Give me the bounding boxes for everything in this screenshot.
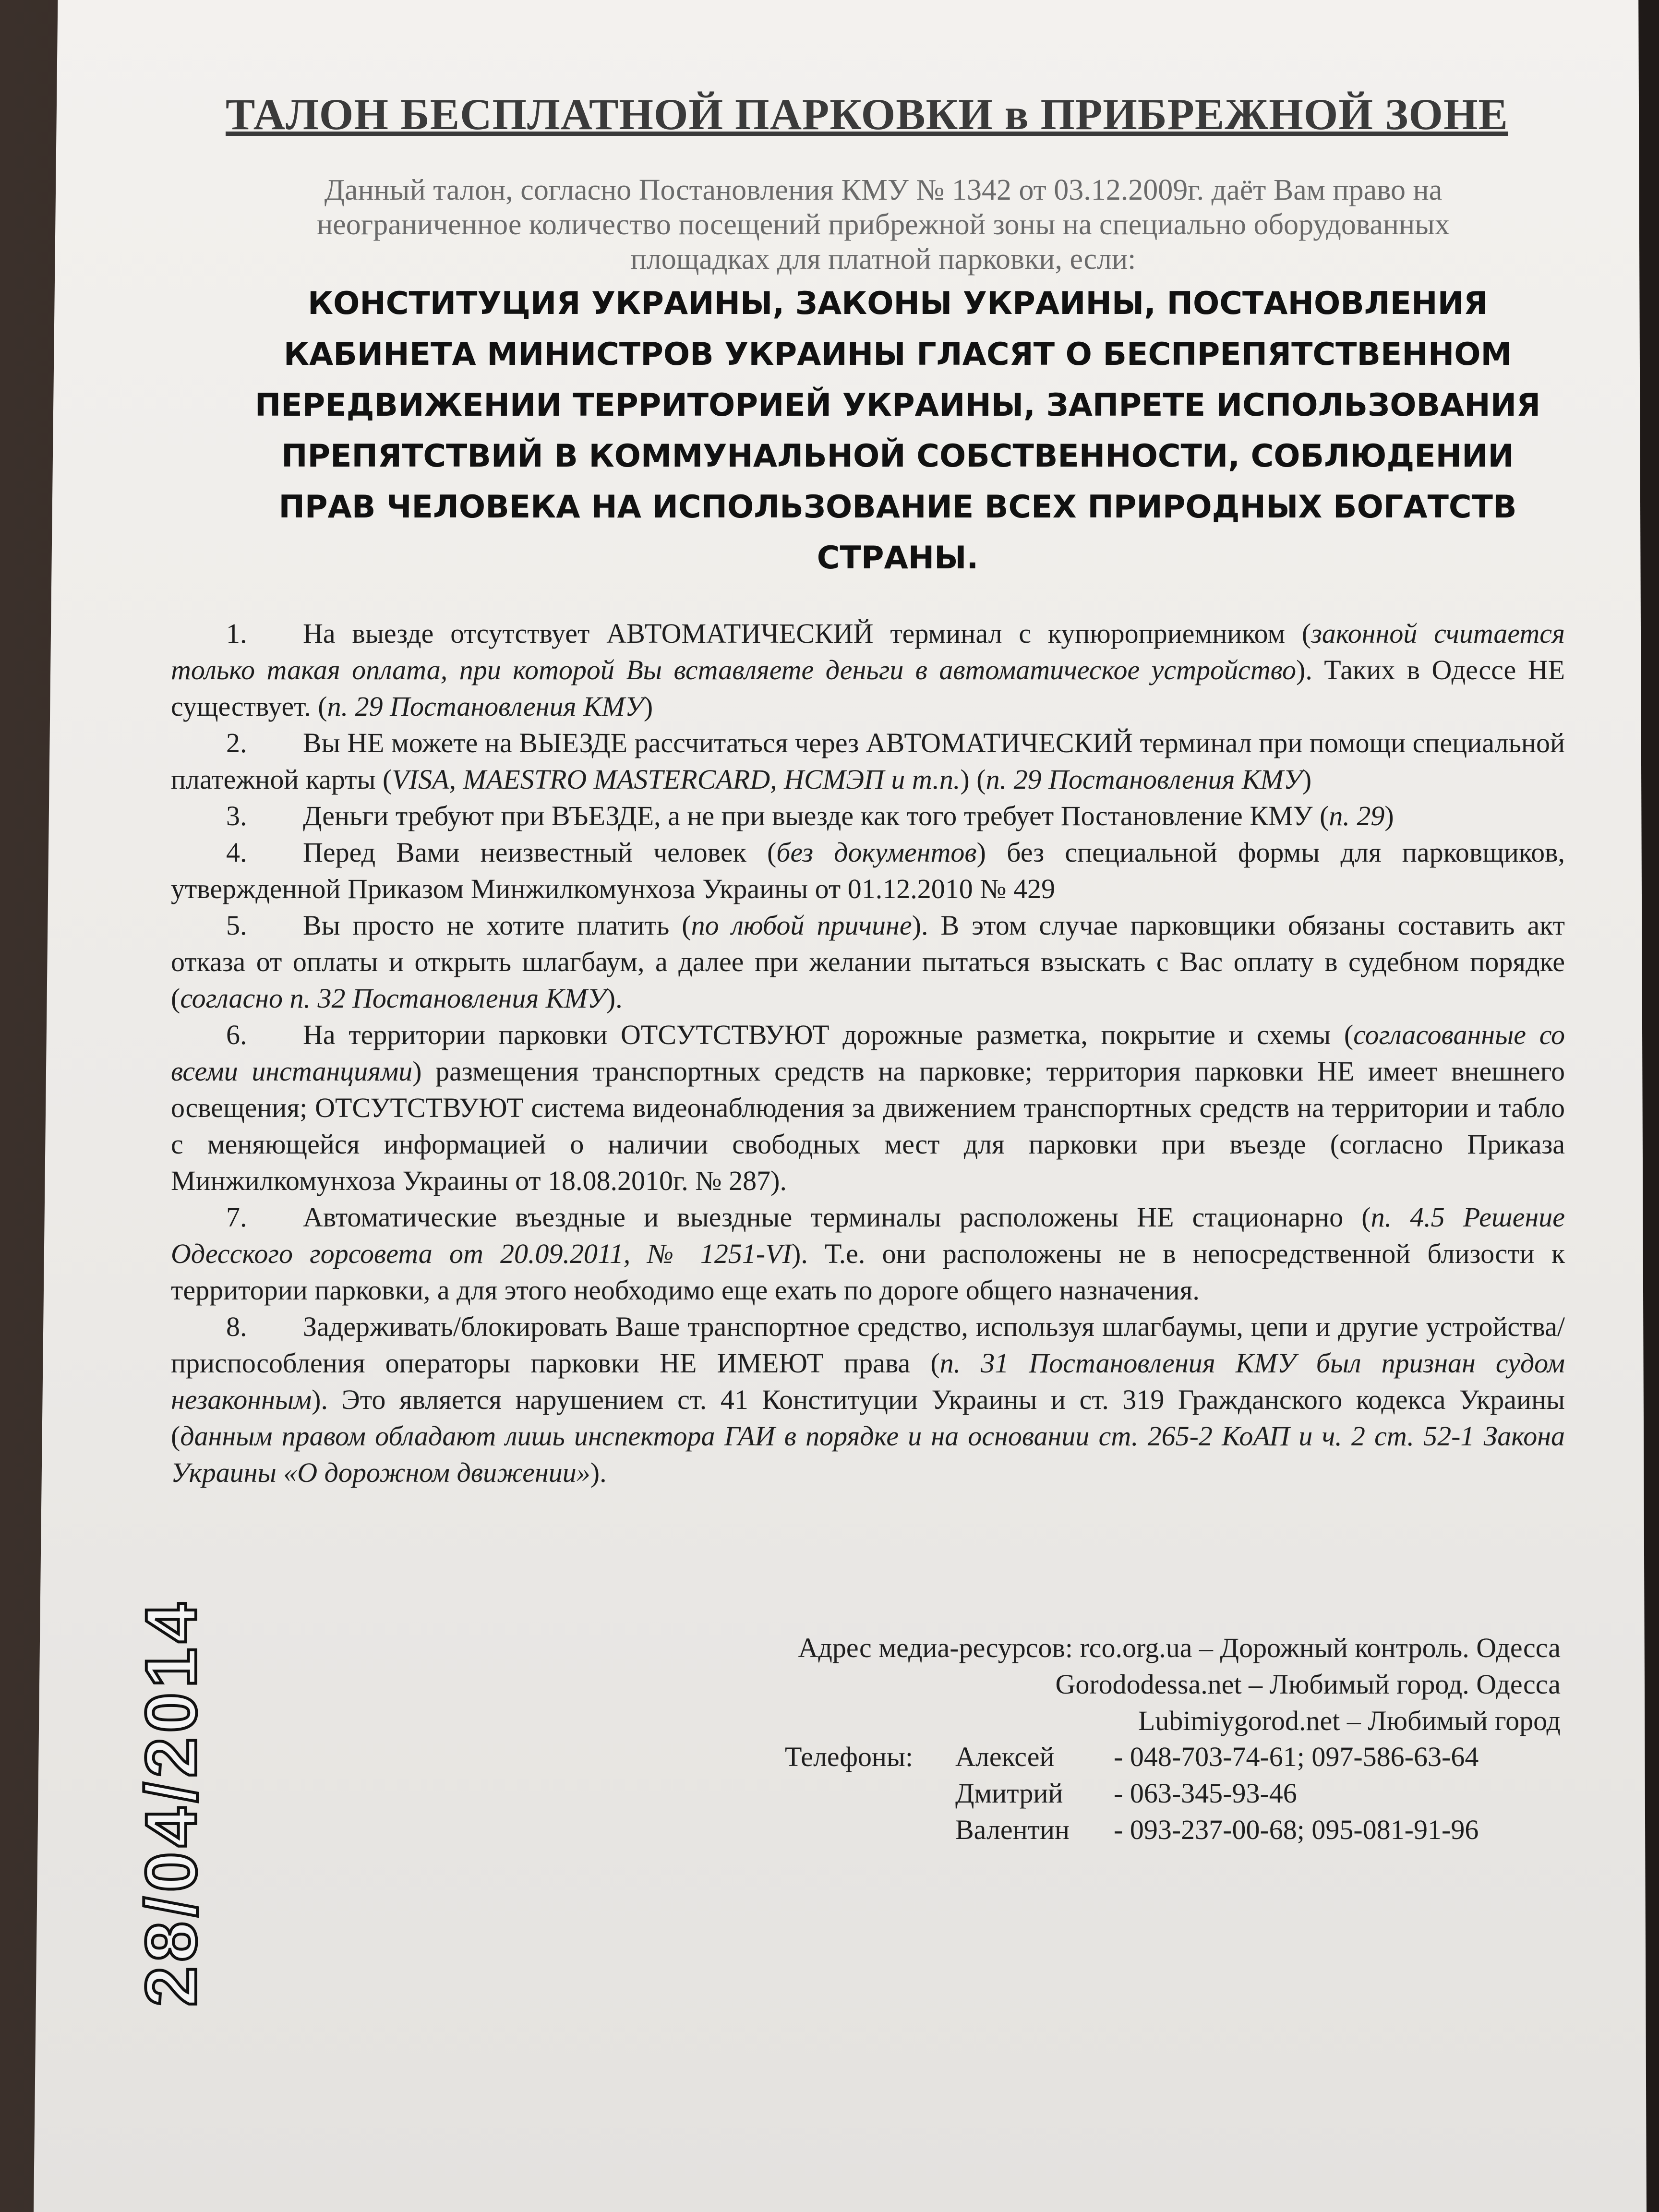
intro-line: Данный талон, согласно Постановления КМУ № 1342 от 03.12.2009г. даёт Вам право на: [324, 174, 1443, 206]
item-number: 8.: [226, 1311, 247, 1342]
list-item: 2. Вы НЕ можете на ВЫЕЗДЕ рассчитаться через АВТОМАТИЧЕСКИЙ терминал при помощи специальной платежной карты (VISA, MAESTRO MASTERCARD, НСМЭП и т.п.) (п. 29 Постановления КМУ): [171, 725, 1565, 798]
phone-list: [785, 1739, 1479, 1848]
item-number: 7.: [226, 1202, 247, 1233]
heading-line: КАБИНЕТА МИНИСТРОВ УКРАИНЫ ГЛАСЯТ О БЕСПРЕПЯТСТВЕННОМ: [283, 337, 1512, 373]
intro-line: площадках для платной парковки, если:: [630, 243, 1136, 276]
list-item: 4. Перед Вами неизвестный человек (без документов) без специальной формы для парковщиков, утвержденной Приказом Минжилкомунхоза Украины от 01.12.2010 № 429: [171, 834, 1565, 907]
list-item: 1. На выезде отсутствует АВТОМАТИЧЕСКИЙ терминал с купюроприемником (законной считается только такая оплата, при которой Вы вставляете деньги в автоматическое устройство). Таких в Одессе НЕ существует. (п. 29 Постановления КМУ): [171, 615, 1565, 725]
list-item: 3. Деньги требуют при ВЪЕЗДЕ, а не при выезде как того требует Постановление КМУ (п. 29): [171, 798, 1565, 834]
list-item: 8. Задерживать/блокировать Ваше транспортное средство, используя шлагбаумы, цепи и другие устройства/приспособления операторы парковки НЕ ИМЕЮТ права (п. 31 Постановления КМУ был признан судом незаконным). Это является нарушением ст. 41 Конституции Украины и ст. 319 Гражданского кодекса Украины (данным правом обладают лишь инспектора ГАИ в порядке и на основании ст. 265-2 КоАП и ч. 2 ст. 52-1 Закона Украины «О дорожном движении»).: [171, 1309, 1565, 1491]
bold-heading: [230, 278, 1565, 584]
phones-label: Телефоны:: [785, 1741, 914, 1772]
contact-numbers: - 063-345-93-46: [1114, 1778, 1297, 1809]
contact-name: Дмитрий: [955, 1778, 1063, 1809]
intro-line: неограниченное количество посещений прибрежной зоны на специально оборудованных: [317, 208, 1450, 241]
list-item: 6. На территории парковки ОТСУТСТВУЮТ дорожные разметка, покрытие и схемы (согласованные со всеми инстанциями) размещения транспортных средств на парковке; территория парковки НЕ имеет внешнего освещения; ОТСУТСТВУЮТ система видеонаблюдения за движением транспортных средств на территории и табло с меняющейся информацией о наличии свободных мест для парковки при въезде (согласно Приказа Минжилкомунхоза Украины от 18.08.2010г. № 287).: [171, 1017, 1565, 1199]
heading-line: ПРЕПЯТСТВИЙ В КОММУНАЛЬНОЙ СОБСТВЕННОСТИ, СОБЛЮДЕНИИ: [281, 438, 1514, 474]
intro-paragraph: [211, 173, 1555, 276]
list-item: 7. Автоматические въездные и выездные терминалы расположены НЕ стационарно (п. 4.5 Решение Одесского горсовета от 20.09.2011, № 1251-VI). Т.е. они расположены не в непосредственной близости к территории парковки, а для этого необходимо еще ехать по дороге общего назначения.: [171, 1199, 1565, 1309]
media-line: Адрес медиа-ресурсов: rco.org.ua – Дорожный контроль. Одесса: [798, 1632, 1561, 1663]
contact-name: Алексей: [955, 1741, 1055, 1772]
heading-line: ПЕРЕДВИЖЕНИИ ТЕРРИТОРИЕЙ УКРАИНЫ, ЗАПРЕТЕ ИСПОЛЬЗОВАНИЯ: [254, 387, 1541, 423]
media-line: Lubimiygorod.net – Любимый город: [1138, 1705, 1561, 1736]
media-line: Gorododessa.net – Любимый город. Одесса: [1055, 1669, 1561, 1700]
numbered-list: [171, 615, 1565, 1491]
item-number: 6.: [226, 1019, 247, 1050]
contact-numbers: - 093-237-00-68; 095-081-91-96: [1114, 1814, 1479, 1845]
item-number: 1.: [226, 618, 247, 649]
phone-row: [785, 1812, 1479, 1848]
item-number: 3.: [226, 800, 247, 831]
item-number: 5.: [226, 910, 247, 941]
heading-line: КОНСТИТУЦИЯ УКРАИНЫ, ЗАКОНЫ УКРАИНЫ, ПОСТАНОВЛЕНИЯ: [307, 286, 1488, 322]
list-item: 5. Вы просто не хотите платить (по любой причине). В этом случае парковщики обязаны составить акт отказа от оплаты и открыть шлагбаум, а далее при желании пытаться взыскать с Вас оплату в судебном порядке (согласно п. 32 Постановления КМУ).: [171, 907, 1565, 1017]
item-number: 2.: [226, 727, 247, 758]
photo-date-stamp: 28/04/2014: [131, 1598, 211, 2007]
contact-name: Валентин: [955, 1814, 1070, 1845]
item-number: 4.: [226, 837, 247, 868]
heading-line: ПРАВ ЧЕЛОВЕКА НА ИСПОЛЬЗОВАНИЕ ВСЕХ ПРИРОДНЫХ БОГАТСТВ: [278, 489, 1517, 525]
phone-row: [785, 1775, 1479, 1812]
media-resources: [601, 1630, 1561, 1739]
document-title: ТАЛОН БЕСПЛАТНОЙ ПАРКОВКИ в ПРИБРЕЖНОЙ ЗОНЕ: [226, 90, 1508, 139]
heading-line: СТРАНЫ.: [817, 540, 979, 576]
phone-row: [785, 1739, 1479, 1775]
contact-numbers: - 048-703-74-61; 097-586-63-64: [1114, 1741, 1479, 1772]
